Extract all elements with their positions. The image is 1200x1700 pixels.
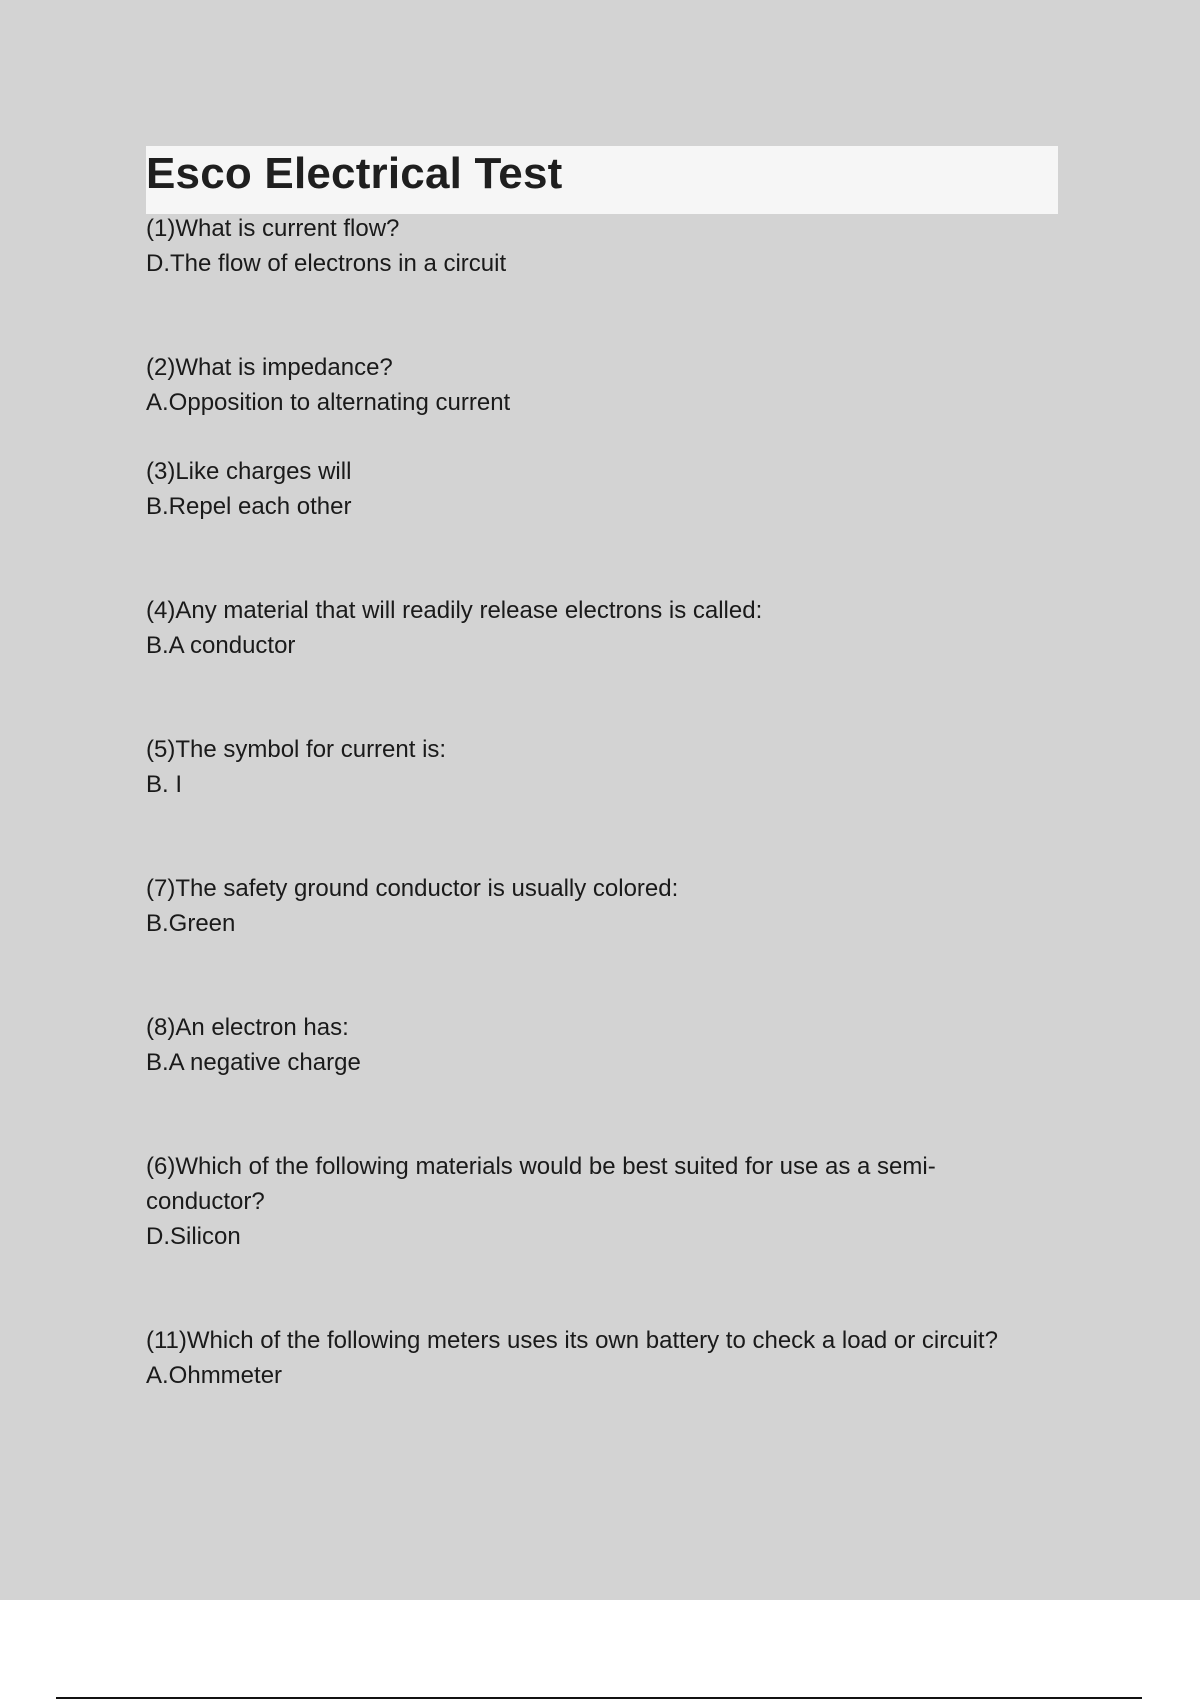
answer-text: B.A negative charge [146, 1048, 361, 1076]
question-item-7 [146, 1011, 1026, 1081]
answer-text: A.Opposition to alternating current [146, 388, 511, 416]
question-item-2 [146, 351, 1026, 421]
question-text: (4)Any material that will readily release electrons is called: [146, 597, 763, 624]
answer-text: D.The flow of electrons in a circuit [146, 249, 507, 277]
question-item-9 [146, 1324, 1026, 1394]
question-item-6 [146, 872, 1026, 942]
answer-text: B. I [146, 770, 183, 798]
question-item-8 [146, 1150, 1026, 1254]
question-text: (5)The symbol for current is: [146, 736, 447, 763]
question-text: (1)What is current flow? [146, 215, 400, 242]
question-text: (8)An electron has: [146, 1014, 349, 1041]
question-text: (2)What is impedance? [146, 354, 393, 381]
page-title: Esco Electrical Test [146, 149, 563, 198]
answer-text: D.Silicon [146, 1222, 241, 1250]
question-text: (7)The safety ground conductor is usually colored: [146, 875, 679, 902]
question-item-3 [146, 455, 1026, 525]
question-item-1 [146, 212, 1026, 282]
question-text: (6)Which of the following materials would be best suited for use as a semi-conductor? [146, 1153, 936, 1215]
answer-text: B.Green [146, 909, 236, 937]
question-text: (11)Which of the following meters uses its own battery to check a load or circuit? [146, 1327, 998, 1354]
question-text: (3)Like charges will [146, 458, 352, 485]
answer-text: A.Ohmmeter [146, 1361, 283, 1389]
footer-divider [56, 1697, 1142, 1699]
answer-text: B.A conductor [146, 631, 296, 659]
question-item-5 [146, 733, 1026, 803]
question-item-4 [146, 594, 1026, 664]
answer-text: B.Repel each other [146, 492, 352, 520]
